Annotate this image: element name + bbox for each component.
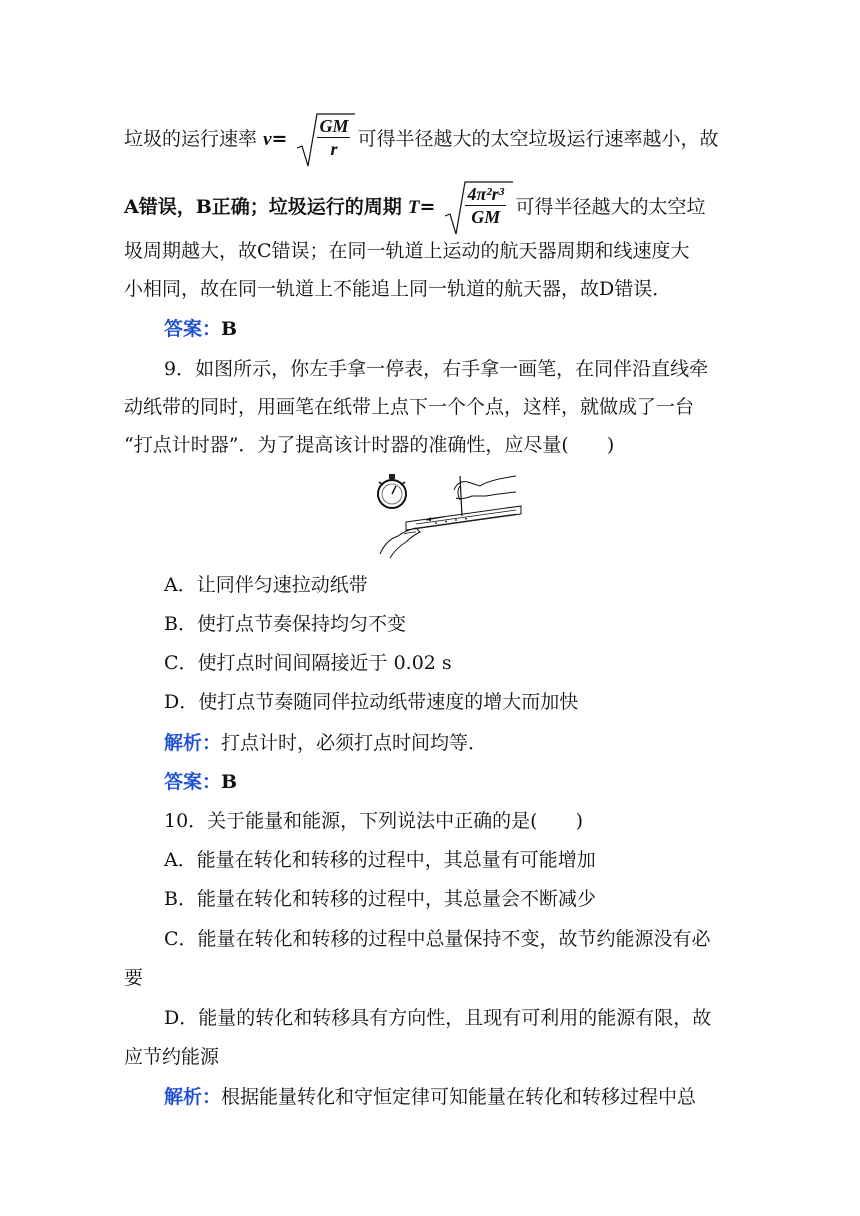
text-fragment: 垃圾的运行速率 xyxy=(124,128,258,150)
text-line-1 xyxy=(124,112,718,168)
q9-analysis xyxy=(164,728,487,758)
q10-option-c-line-1: C．能量在转化和转移的过程中总量保持不变，故节约能源没有必 xyxy=(164,928,711,950)
sqrt-gm-over-r xyxy=(295,112,355,168)
answer-label: 答案： xyxy=(164,771,222,793)
var-v: v xyxy=(263,129,272,150)
analysis-label: 解析： xyxy=(164,732,222,754)
q10-option-b: B．能量在转化和转移的过程中，其总量会不断减少 xyxy=(164,888,596,910)
fraction-numerator: 4π²r³ xyxy=(467,184,505,204)
q9-option-b: B．使打点节奏保持均匀不变 xyxy=(164,613,406,635)
fraction-numerator: GM xyxy=(319,116,349,136)
q9-stem-line-1: 9．如图所示，你左手拿一停表，右手拿一画笔，在同伴沿直线牵 xyxy=(164,358,709,380)
answer-value: B xyxy=(221,771,238,793)
q9-option-c: C．使打点时间间隔接近于 0.02 s xyxy=(164,652,452,674)
q9-stem-line-3: “打点计时器”．为了提高该计时器的准确性，应尽量( ) xyxy=(124,434,615,456)
answer-value: B xyxy=(221,318,238,340)
analysis-text: 根据能量转化和守恒定律可知能量在转化和转移过程中总 xyxy=(221,1086,697,1108)
text-line-2 xyxy=(124,180,705,236)
text-line-4: 小相同，故在同一轨道上不能追上同一轨道的航天器，故D错误． xyxy=(124,278,672,300)
q9-answer xyxy=(164,767,237,797)
equals-sign: = xyxy=(419,196,436,218)
analysis-label: 解析： xyxy=(164,1086,222,1108)
fraction-denominator: r xyxy=(330,139,338,159)
fraction-gm-r xyxy=(317,115,350,160)
var-T: T xyxy=(407,197,420,218)
q9-option-a: A．让同伴匀速拉动纸带 xyxy=(164,574,368,596)
q10-option-c-line-2: 要 xyxy=(124,967,144,989)
q8-answer xyxy=(164,314,237,344)
q10-stem: 10．关于能量和能源，下列说法中正确的是( ) xyxy=(164,810,584,832)
sqrt-period-formula xyxy=(443,180,513,236)
q10-option-d-line-2: 应节约能源 xyxy=(124,1046,220,1068)
q10-option-d-line-1: D．能量的转化和转移具有方向性，且现有可利用的能源有限，故 xyxy=(164,1007,712,1029)
analysis-text: 打点计时，必须打点时间均等． xyxy=(221,732,488,754)
q9-figure xyxy=(376,470,526,560)
q10-analysis xyxy=(164,1082,696,1112)
fraction-period xyxy=(465,183,506,228)
fraction-denominator: GM xyxy=(471,207,501,227)
text-fragment: 可得半径越大的太空垃 xyxy=(515,196,706,218)
q9-stem-line-2: 动纸带的同时，用画笔在纸带上点下一个个点，这样，就做成了一台 xyxy=(124,396,695,418)
q9-option-d: D．使打点节奏随同伴拉动纸带速度的增大而加快 xyxy=(164,691,579,713)
q10-option-a: A．能量在转化和转移的过程中，其总量有可能增加 xyxy=(164,849,596,871)
equals-sign: = xyxy=(271,128,288,150)
answer-label: 答案： xyxy=(164,318,222,340)
stopwatch-and-tape-illustration-icon xyxy=(376,470,526,560)
text-line-3: 圾周期越大，故C错误；在同一轨道上运动的航天器周期和线速度大 xyxy=(124,240,690,262)
text-fragment: 可得半径越大的太空垃圾运行速率越小，故 xyxy=(357,128,719,150)
text-fragment: A错误，B正确；垃圾运行的周期 xyxy=(124,196,402,218)
